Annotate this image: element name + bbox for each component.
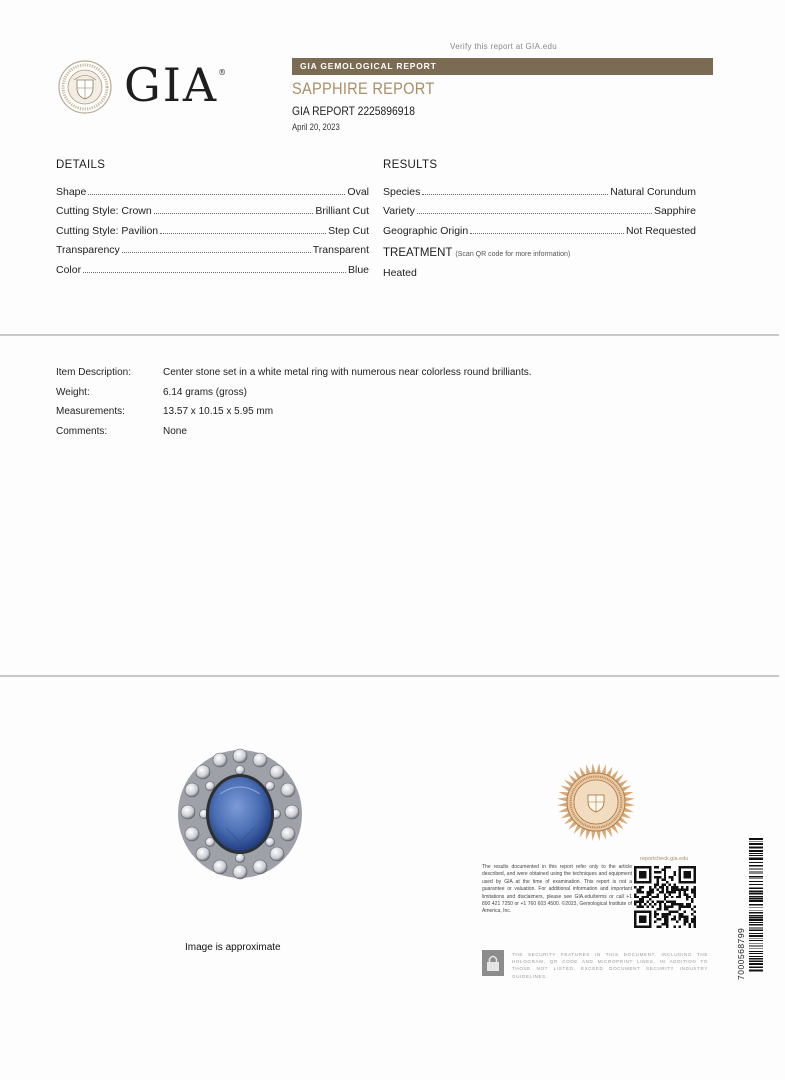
- details-heading: DETAILS: [56, 159, 106, 171]
- qr-code-icon[interactable]: [634, 866, 696, 928]
- details-row: Color Blue: [56, 263, 369, 276]
- treatment-note: (Scan QR code for more information): [455, 251, 571, 258]
- gia-logo-text: GIA®: [124, 58, 227, 112]
- details-row: Transparency Transparent: [56, 244, 369, 256]
- gia-seal-icon: [58, 60, 112, 114]
- serial-number: 7000568799: [736, 927, 746, 980]
- item-row: Weight: 6.14 grams (gross): [56, 386, 247, 398]
- item-row: Item Description: Center stone set in a white metal ring with numerous near colorless round brilliants.: [56, 367, 532, 379]
- results-section: [383, 159, 696, 237]
- details-row: Shape Oval: [56, 185, 369, 198]
- details-row: Cutting Style: Pavilion Step Cut: [56, 224, 369, 237]
- item-table: [56, 363, 532, 441]
- disclaimer-text: The results documented in this report refer only to the article described, and were obtained using the techniques and equipment used by GIA at the time of examination. This report is not a guarantee or valuation. For additional information and important limitations and disclaimers, please see GIA.edu/terms or call +1 800 421 7250 or +1 760 603 4500. ©2023, Gemological Institute of America, Inc.: [482, 864, 632, 915]
- report-number: GIA REPORT 2225896918: [292, 104, 415, 118]
- results-row: Variety Sapphire: [383, 205, 696, 217]
- divider: [0, 334, 779, 336]
- treatment-value: Heated: [383, 267, 417, 279]
- details-section: [56, 159, 369, 276]
- item-row: Measurements: 13.57 x 10.15 x 5.95 mm: [56, 406, 274, 418]
- report-banner: GIA GEMOLOGICAL REPORT: [292, 58, 713, 75]
- lock-icon: [482, 950, 504, 976]
- reportcheck-link[interactable]: reportcheck.gia.edu: [640, 856, 689, 862]
- gia-gold-seal-icon: [556, 762, 636, 842]
- results-row: Geographic Origin Not Requested: [383, 224, 696, 237]
- image-caption: Image is approximate: [185, 942, 281, 953]
- results-heading: RESULTS: [383, 159, 438, 171]
- details-row: Cutting Style: Crown Brilliant Cut: [56, 205, 369, 217]
- report-title: SAPPHIRE REPORT: [292, 79, 435, 98]
- divider: [0, 675, 779, 677]
- report-date: April 20, 2023: [292, 122, 340, 132]
- security-note: THE SECURITY FEATURES IN THIS DOCUMENT, INCLUDING THE HOLOGRAM, QR CODE AND MICROPRINT LINES, IN ADDITION TO THOSE NOT LISTED, EXCEED DOCUMENT SECURITY INDUSTRY GUIDELINES.: [512, 952, 708, 979]
- item-row: Comments: None: [56, 425, 187, 437]
- sapphire-ring-image: [176, 748, 304, 880]
- treatment-heading: TREATMENT (Scan QR code for more information): [383, 247, 571, 259]
- results-row: Species Natural Corundum: [383, 185, 696, 198]
- verify-note: Verify this report at GIA.edu: [450, 42, 557, 51]
- barcode-icon: [749, 838, 763, 976]
